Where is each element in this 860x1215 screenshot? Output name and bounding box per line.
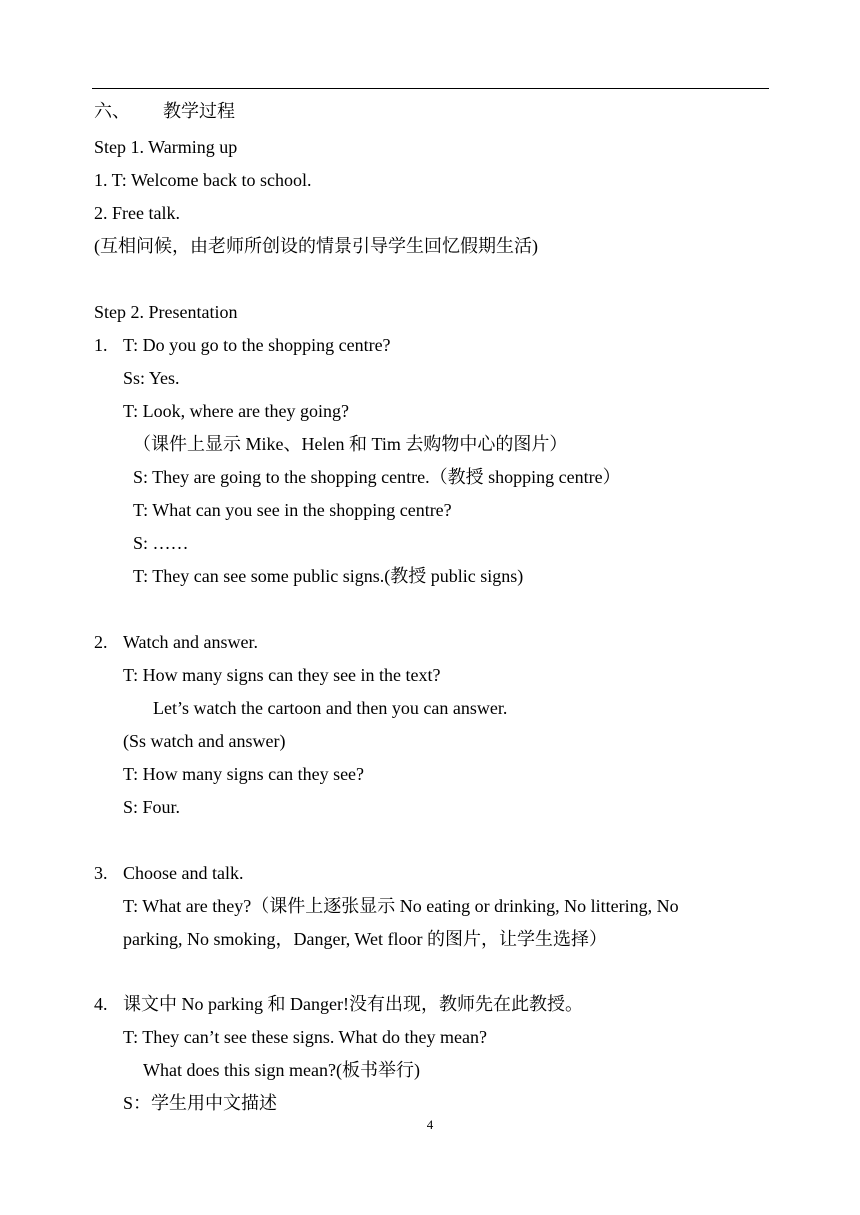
item1-line: T: What can you see in the shopping centre? — [133, 500, 452, 520]
item1-number: 1. — [94, 335, 108, 355]
item1-line: （课件上显示 Mike、Helen 和 Tim 去购物中心的图片） — [133, 434, 568, 454]
item4-line — [94, 993, 583, 1015]
step1-note: (互相问候，由老师所创设的情景引导学生回忆假期生活) — [94, 236, 538, 256]
item2-number: 2. — [94, 632, 108, 652]
page-number: 4 — [426, 1117, 434, 1132]
item4-number: 4. — [94, 994, 108, 1014]
item2-line: T: How many signs can they see? — [123, 764, 365, 784]
item2-line: T: How many signs can they see in the text? — [123, 665, 441, 685]
item3-line — [94, 862, 243, 884]
header-rule — [92, 88, 769, 89]
item2-line: Let’s watch the cartoon and then you can answer. — [153, 698, 508, 718]
item3-line: parking, No smoking，Danger, Wet floor 的图片，让学生选择） — [123, 929, 607, 949]
item2-line — [94, 631, 258, 653]
step1-title: Step 1. Warming up — [94, 137, 238, 157]
step1-line2: 2. Free talk. — [94, 203, 180, 223]
item3-text: Choose and talk. — [123, 863, 244, 883]
item4-text: 课文中 No parking 和 Danger!没有出现，教师先在此教授。 — [123, 994, 583, 1014]
item2-text: Watch and answer. — [123, 632, 258, 652]
item1-line: T: Look, where are they going? — [123, 401, 350, 421]
item1-line: T: They can see some public signs.(教授 public signs) — [133, 566, 524, 586]
item2-line: (Ss watch and answer) — [123, 731, 286, 751]
item1-line: Ss: Yes. — [123, 368, 180, 388]
section-number: 六、 — [94, 101, 130, 122]
item4-line: T: They can’t see these signs. What do they mean? — [123, 1027, 487, 1047]
section-title: 教学过程 — [163, 101, 235, 122]
item1-line — [94, 334, 391, 356]
step2-title: Step 2. Presentation — [94, 302, 238, 322]
item2-line: S: Four. — [123, 797, 181, 817]
item1-line: S: They are going to the shopping centre.（教授 shopping centre） — [133, 467, 621, 487]
item4-line: S：学生用中文描述 — [123, 1093, 278, 1113]
step1-line1: 1. T: Welcome back to school. — [94, 170, 312, 190]
item4-line: What does this sign mean?(板书举行) — [143, 1060, 420, 1080]
item1-text: T: Do you go to the shopping centre? — [123, 335, 391, 355]
item1-line: S: …… — [133, 533, 189, 553]
item3-number: 3. — [94, 863, 108, 883]
item3-line: T: What are they?（课件上逐张显示 No eating or drinking, No littering, No — [123, 896, 679, 916]
section-heading — [94, 101, 235, 123]
